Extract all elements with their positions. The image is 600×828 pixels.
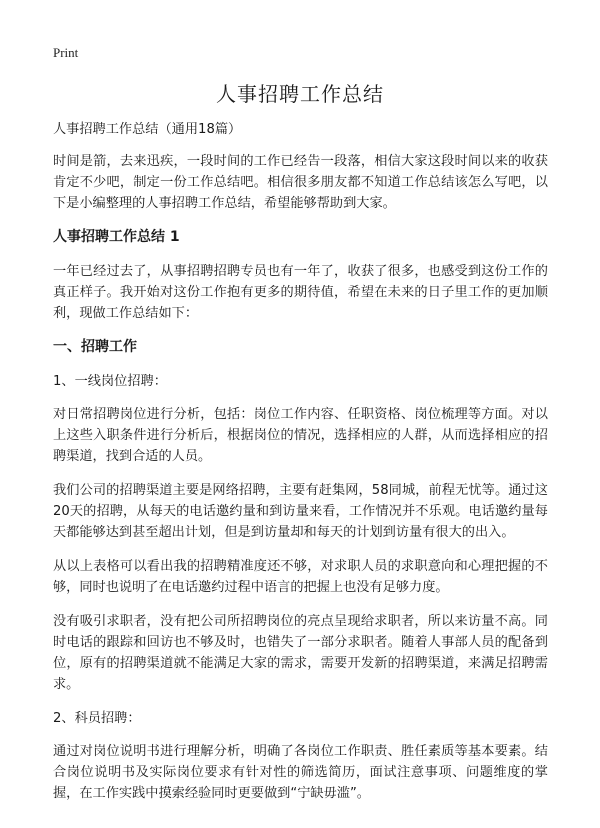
page-title: 人事招聘工作总结: [216, 82, 384, 106]
item2-paragraph: 通过对岗位说明书进行理解分析，明确了各岗位工作职责、胜任素质等基本要素。结合岗位说明书及实际岗位要求有针对性的筛选简历，面试注意事项、问题维度的掌握，在工作实践中摸索经验同时更要做到“宁缺毋滥”。: [53, 744, 548, 801]
item1-paragraph: 从以上表格可以看出我的招聘精准度还不够，对求职人员的求职意向和心理把握的不够，同时也说明了在电话邀约过程中语言的把握上也没有足够力度。: [53, 559, 548, 595]
section-heading: 人事招聘工作总结 1: [53, 229, 180, 245]
section-intro-paragraph: 一年已经过去了，从事招聘招聘专员也有一年了，收获了很多，也感受到这份工作的真正样子。我开始对这份工作抱有更多的期待值，希望在未来的日子里工作的更加顺利，现做工作总结如下：: [53, 264, 548, 321]
intro-paragraph: 时间是箭，去来迅疾，一段时间的工作已经告一段落，相信大家这段时间以来的收获肯定不少吧，制定一份工作总结吧。相信很多朋友都不知道工作总结该怎么写吧，以下是小编整理的人事招聘工作总结，希望能够帮助到大家。: [53, 154, 548, 211]
item1-paragraph: 没有吸引求职者，没有把公司所招聘岗位的亮点呈现给求职者，所以来访量不高。同时电话的跟踪和回访也不够及时，也错失了一部分求职者。随着人事部人员的配备到位，原有的招聘渠道就不能满足大家的需求，需要开发新的招聘渠道，来满足招聘需求。: [53, 614, 548, 692]
document-subtitle: 人事招聘工作总结（通用18篇）: [53, 122, 242, 137]
document-body: [53, 119, 548, 817]
part-heading: 一、招聘工作: [53, 339, 137, 355]
print-link[interactable]: Print: [53, 45, 79, 60]
item1-label: 1、一线岗位招聘：: [53, 374, 167, 389]
item1-paragraph: 对日常招聘岗位进行分析，包括：岗位工作内容、任职资格、岗位梳理等方面。对以上这些入职条件进行分析后，根据岗位的情况，选择相应的人群，从而选择相应的招聘渠道，找到合适的人员。: [53, 407, 548, 464]
item2-label: 2、科员招聘：: [53, 711, 141, 726]
item1-paragraph: 我们公司的招聘渠道主要是网络招聘，主要有赶集网，58同城，前程无忧等。通过这20天的招聘，从每天的电话邀约量和到访量来看，工作情况并不乐观。电话邀约量每天都能够达到甚至超出计划，但是到访量却和每天的计划到访量有很大的出入。: [53, 483, 548, 540]
